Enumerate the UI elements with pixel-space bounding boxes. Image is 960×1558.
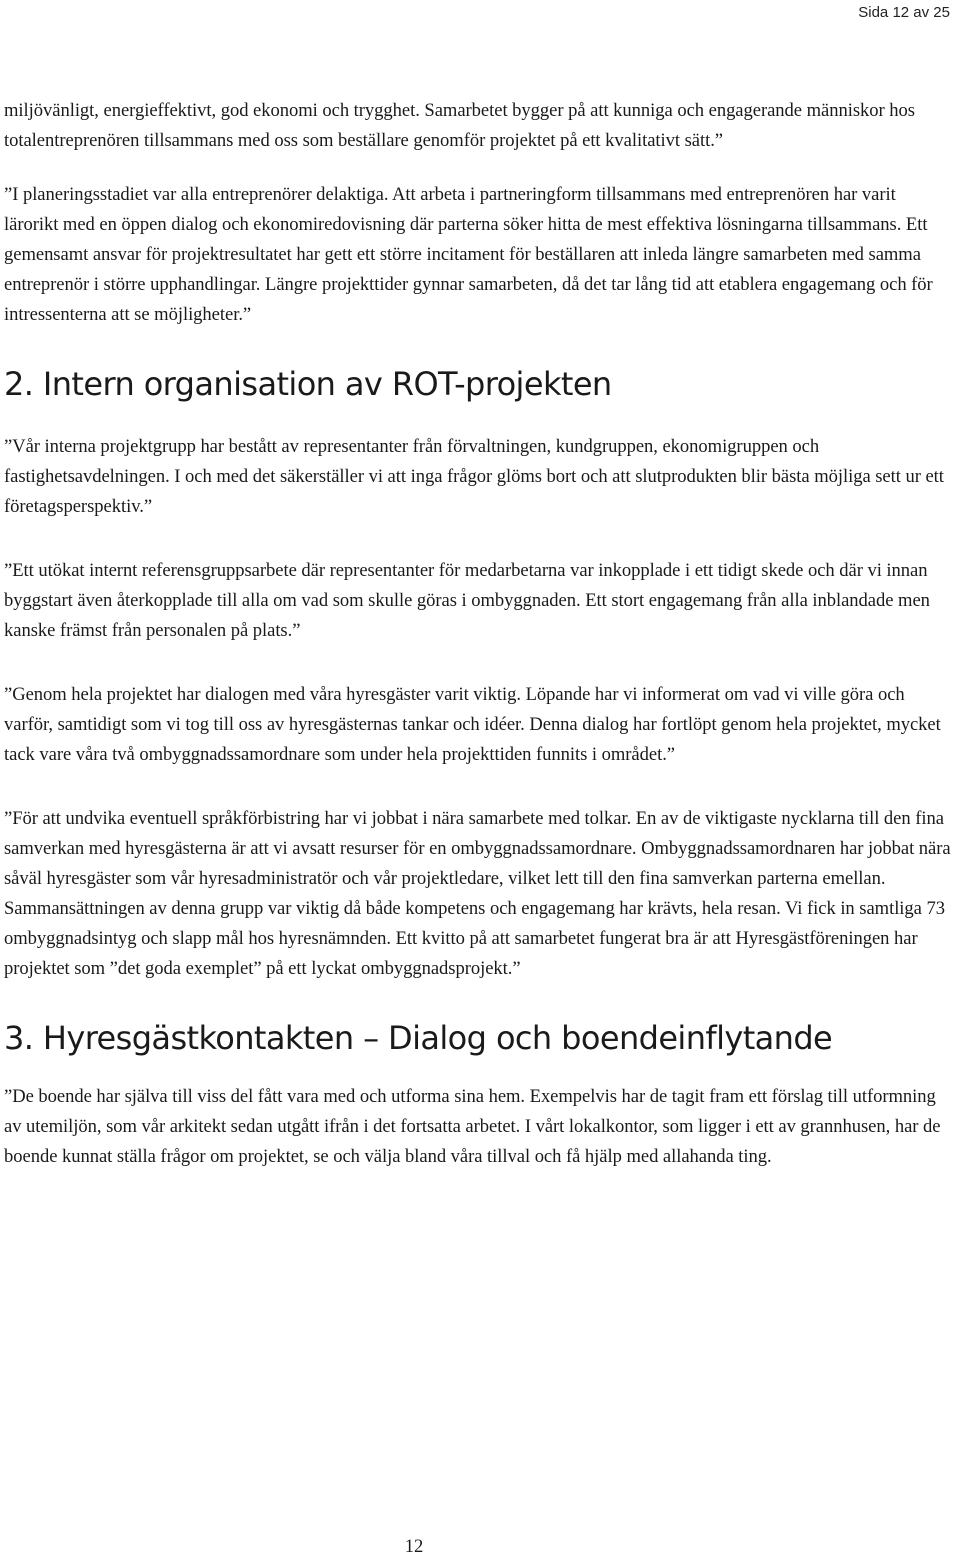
paragraph-reference-group: ”Ett utökat internt referensgruppsarbete där representanter för medarbetarna var inkopplade i ett tidigt skede och där vi innan byggstart även återkopplade till alla om vad som skulle göras i ombyggnaden. Ett stort engagemang från alla inblandade men kanske främst från personalen på plats.” (4, 560, 930, 641)
paragraph-interpreters: ”För att undvika eventuell språkförbistring har vi jobbat i nära samarbete med tolkar. En av de viktigaste nycklarna till den fina samverkan med hyresgästerna är att vi avsatt resurser för en ombyggnadssamordnare. Ombyggnadssamordnaren har jobbat nära såväl hyresgäster som vår hyresadministratör och vår projektledare, vilket lett till den fina samverkan parterna emellan. Sammansättningen av denna grupp var viktig då både kompetens och engagemang har krävts, hela resan. Vi fick in samtliga 73 ombyggnadsintyg och slapp mål hos hyresnämnden. Ett kvitto på att samarbetet fungerat bra är att Hyresgästföreningen har projektet som ”det goda exemplet” på ett lyckat ombyggnadsprojekt.” (4, 808, 951, 979)
section-heading-intern-organisation: 2. Intern organisation av ROT-projekten (4, 365, 612, 403)
page-header-label: Sida 12 av 25 (858, 4, 950, 21)
paragraph-internal-group: ”Vår interna projektgrupp har bestått av representanter från förvaltningen, kundgruppen, ekonomigruppen och fastighetsavdelningen. I och med det säkerställer vi att inga frågor glöms bort och att slutprodukten blir bästa möjliga sett ur ett företagsperspektiv.” (4, 436, 944, 517)
page-number: 12 (404, 1536, 424, 1557)
paragraph-continuation: miljövänligt, energieffektivt, god ekonomi och trygghet. Samarbetet bygger på att kunniga och engagerande människor hos totalentreprenören tillsammans med oss som beställare genomför projektet på ett kvalitativt sätt.” (4, 100, 915, 151)
section-heading-hyresgastkontakten: 3. Hyresgästkontakten – Dialog och boendeinflytande (4, 1019, 833, 1057)
paragraph-tenant-dialog: ”Genom hela projektet har dialogen med våra hyresgäster varit viktig. Löpande har vi informerat om vad vi ville göra och varför, samtidigt som vi tog till oss av hyresgästernas tankar och idéer. Denna dialog har fortlöpt genom hela projektet, mycket tack vare våra två ombyggnadssamordnare som under hela projekttiden funnits i området.” (4, 684, 941, 765)
document-body (4, 96, 954, 1206)
paragraph-residents-influence: ”De boende har själva till viss del fått vara med och utforma sina hem. Exempelvis har de tagit fram ett förslag till utformning av utemiljön, som vår arkitekt sedan utgått ifrån i det fortsatta arbetet. I vårt lokalkontor, som ligger i ett av grannhusen, har de boende kunnat ställa frågor om projektet, se och välja bland våra tillval och få hjälp med allahanda ting. (4, 1086, 941, 1167)
paragraph-quote-planning: ”I planeringsstadiet var alla entreprenörer delaktiga. Att arbeta i partneringform tillsammans med entreprenören har varit lärorikt med en öppen dialog och ekonomiredovisning där parterna söker hitta de mest effektiva lösningarna tillsammans. Ett gemensamt ansvar för projektresultatet har gett ett större incitament för beställaren att inleda längre samarbeten med samma entreprenör i större upphandlingar. Längre projekttider gynnar samarbeten, då det tar lång tid att etablera engagemang och för intressenterna att se möjligheter.” (4, 184, 933, 325)
